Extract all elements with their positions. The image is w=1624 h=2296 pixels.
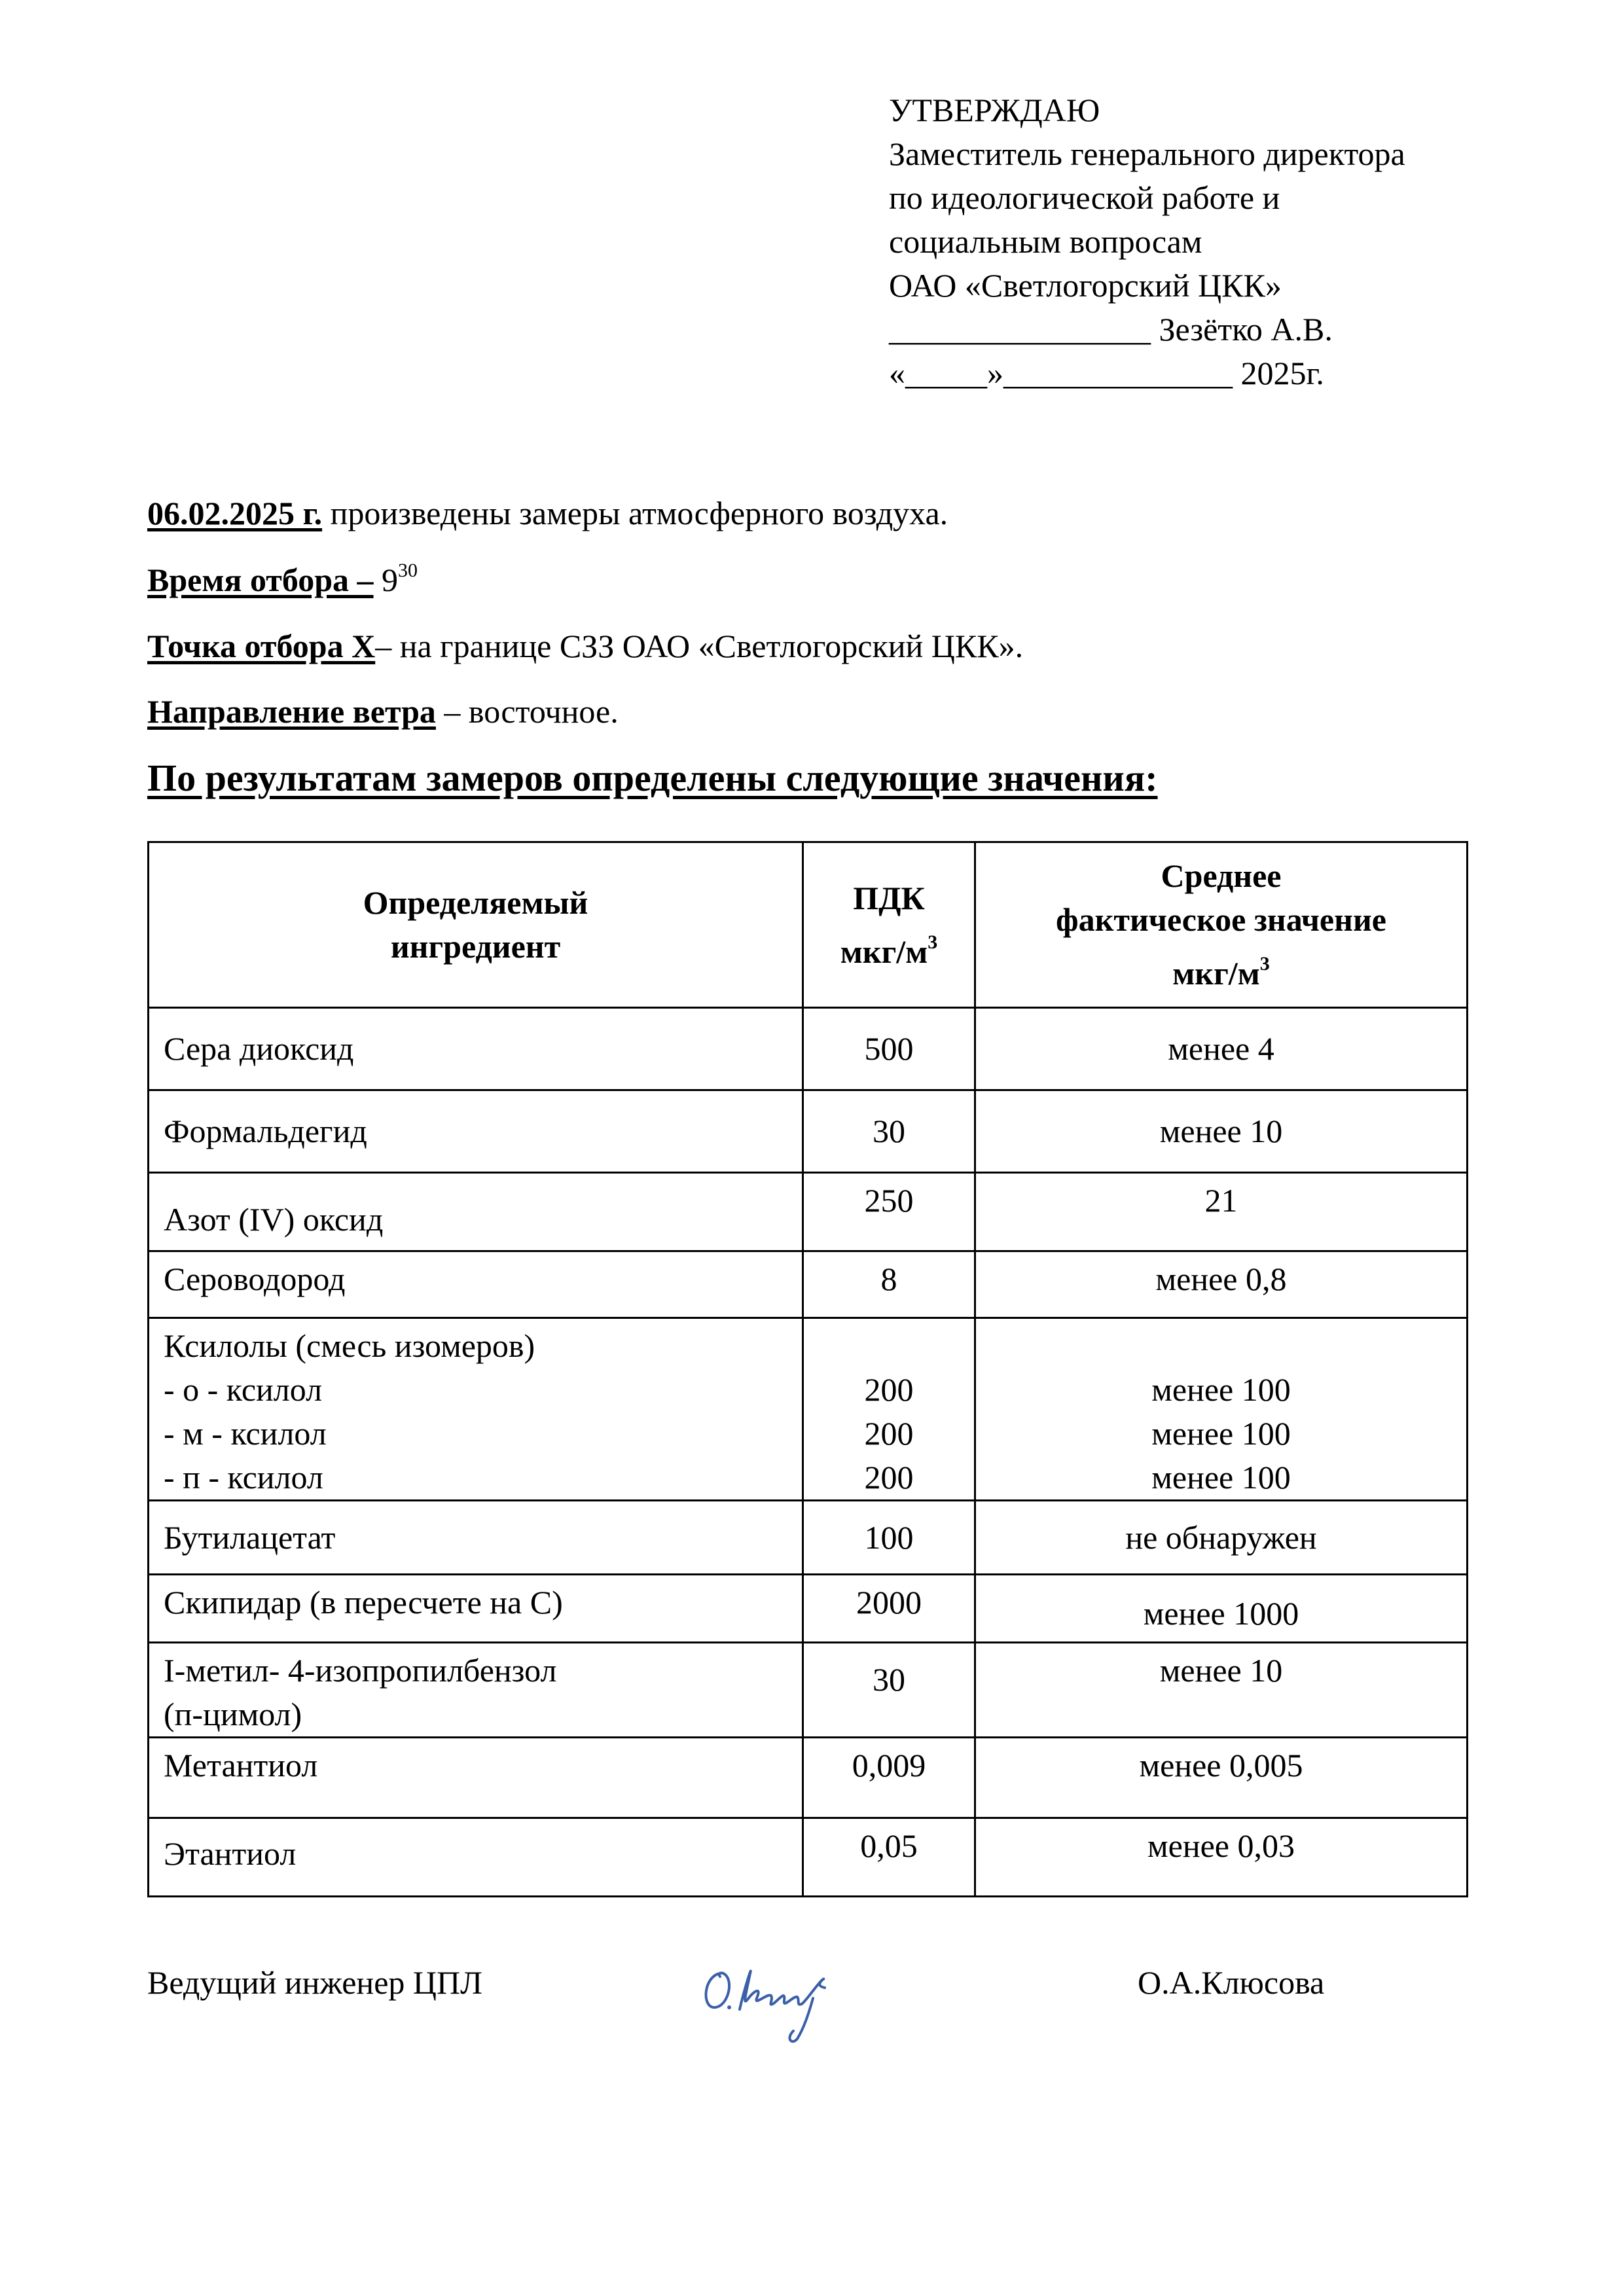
ingredient-name: Скипидар (в пересчете на С) bbox=[149, 1575, 803, 1643]
signer-position: Ведущий инженер ЦПЛ bbox=[147, 1964, 483, 2001]
approval-position-3: социальным вопросам bbox=[889, 223, 1202, 260]
table-row bbox=[149, 1501, 1468, 1575]
ingredient-name: Метантиол bbox=[149, 1738, 803, 1818]
results-heading: По результатам замеров определены следующие значения: bbox=[147, 757, 1158, 799]
ingredient-name: I-метил- 4-изопропилбензол (п-цимол) bbox=[149, 1643, 803, 1738]
measurement-date: 06.02.2025 г. bbox=[147, 495, 323, 531]
handwritten-signature bbox=[694, 1947, 864, 2049]
average-value: менее 0,005 bbox=[975, 1738, 1468, 1818]
pdk-value: 200 200 200 bbox=[803, 1318, 975, 1501]
average-value: менее 0,8 bbox=[975, 1251, 1468, 1318]
approval-signature-line: ________________ Зезётко А.В. bbox=[889, 311, 1333, 348]
average-value: менее 100 менее 100 менее 100 bbox=[975, 1318, 1468, 1501]
pdk-value: 100 bbox=[803, 1501, 975, 1575]
pdk-value: 0,009 bbox=[803, 1738, 975, 1818]
ingredient-name: Азот (IV) оксид bbox=[149, 1173, 803, 1251]
measurement-date-text: произведены замеры атмосферного воздуха. bbox=[322, 495, 948, 531]
table-row bbox=[149, 1008, 1468, 1090]
table-row bbox=[149, 1575, 1468, 1643]
approval-date-line: «_____»______________ 2025г. bbox=[889, 355, 1324, 391]
approval-position-2: по идеологической работе и bbox=[889, 179, 1280, 216]
approval-title: УТВЕРЖДАЮ bbox=[889, 92, 1100, 128]
approval-organization: ОАО «Светлогорский ЦКК» bbox=[889, 267, 1282, 304]
pdk-value: 30 bbox=[803, 1643, 975, 1738]
average-value: менее 4 bbox=[975, 1008, 1468, 1090]
wind-direction-text: – восточное. bbox=[435, 693, 619, 730]
average-value: менее 0,03 bbox=[975, 1818, 1468, 1897]
pdk-value: 30 bbox=[803, 1090, 975, 1173]
sampling-point-line bbox=[147, 627, 1023, 665]
average-value: менее 1000 bbox=[975, 1575, 1468, 1643]
pdk-value: 2000 bbox=[803, 1575, 975, 1643]
sampling-time-hour: 9 bbox=[373, 562, 399, 598]
table-row bbox=[149, 1738, 1468, 1818]
sampling-time-line bbox=[147, 560, 418, 599]
table-row bbox=[149, 1643, 1468, 1738]
pdk-value: 500 bbox=[803, 1008, 975, 1090]
average-value: менее 10 bbox=[975, 1643, 1468, 1738]
wind-direction-label: Направление ветра bbox=[147, 693, 436, 730]
average-value: менее 10 bbox=[975, 1090, 1468, 1173]
signature-icon bbox=[694, 1947, 864, 2045]
table-row bbox=[149, 1251, 1468, 1318]
table-row bbox=[149, 1818, 1468, 1897]
table-row bbox=[149, 1173, 1468, 1251]
ingredient-name: Ксилолы (смесь изомеров) - о - ксилол - м - ксилол - п - ксилол bbox=[149, 1318, 803, 1501]
ingredient-name: Сера диоксид bbox=[149, 1008, 803, 1090]
ingredient-name: Сероводород bbox=[149, 1251, 803, 1318]
sampling-point-label: Точка отбора Х bbox=[147, 628, 376, 664]
ingredient-name: Формальдегид bbox=[149, 1090, 803, 1173]
sampling-time-label: Время отбора – bbox=[147, 562, 374, 598]
average-value: 21 bbox=[975, 1173, 1468, 1251]
table-header-row bbox=[149, 842, 1468, 1008]
table-row bbox=[149, 1090, 1468, 1173]
sampling-point-text: – на границе СЗЗ ОАО «Светлогорский ЦКК». bbox=[375, 628, 1024, 664]
measurement-date-line bbox=[147, 494, 948, 532]
approval-block bbox=[889, 88, 1405, 395]
ingredient-name: Этантиол bbox=[149, 1818, 803, 1897]
header-ingredient: Определяемый ингредиент bbox=[149, 842, 803, 1008]
ingredient-name: Бутилацетат bbox=[149, 1501, 803, 1575]
average-value: не обнаружен bbox=[975, 1501, 1468, 1575]
table-row bbox=[149, 1318, 1468, 1501]
approval-position-1: Заместитель генерального директора bbox=[889, 135, 1405, 172]
pdk-value: 0,05 bbox=[803, 1818, 975, 1897]
pdk-value: 250 bbox=[803, 1173, 975, 1251]
sampling-time-minutes: 30 bbox=[398, 560, 418, 581]
pdk-value: 8 bbox=[803, 1251, 975, 1318]
signer-name: О.А.Клюсова bbox=[1138, 1964, 1325, 2001]
header-pdk: ПДК мкг/$м^3$ bbox=[803, 842, 975, 1008]
header-average: Среднее фактическое значение мкг/$м^3$ bbox=[975, 842, 1468, 1008]
results-table bbox=[147, 841, 1468, 1897]
wind-direction-line bbox=[147, 692, 619, 730]
